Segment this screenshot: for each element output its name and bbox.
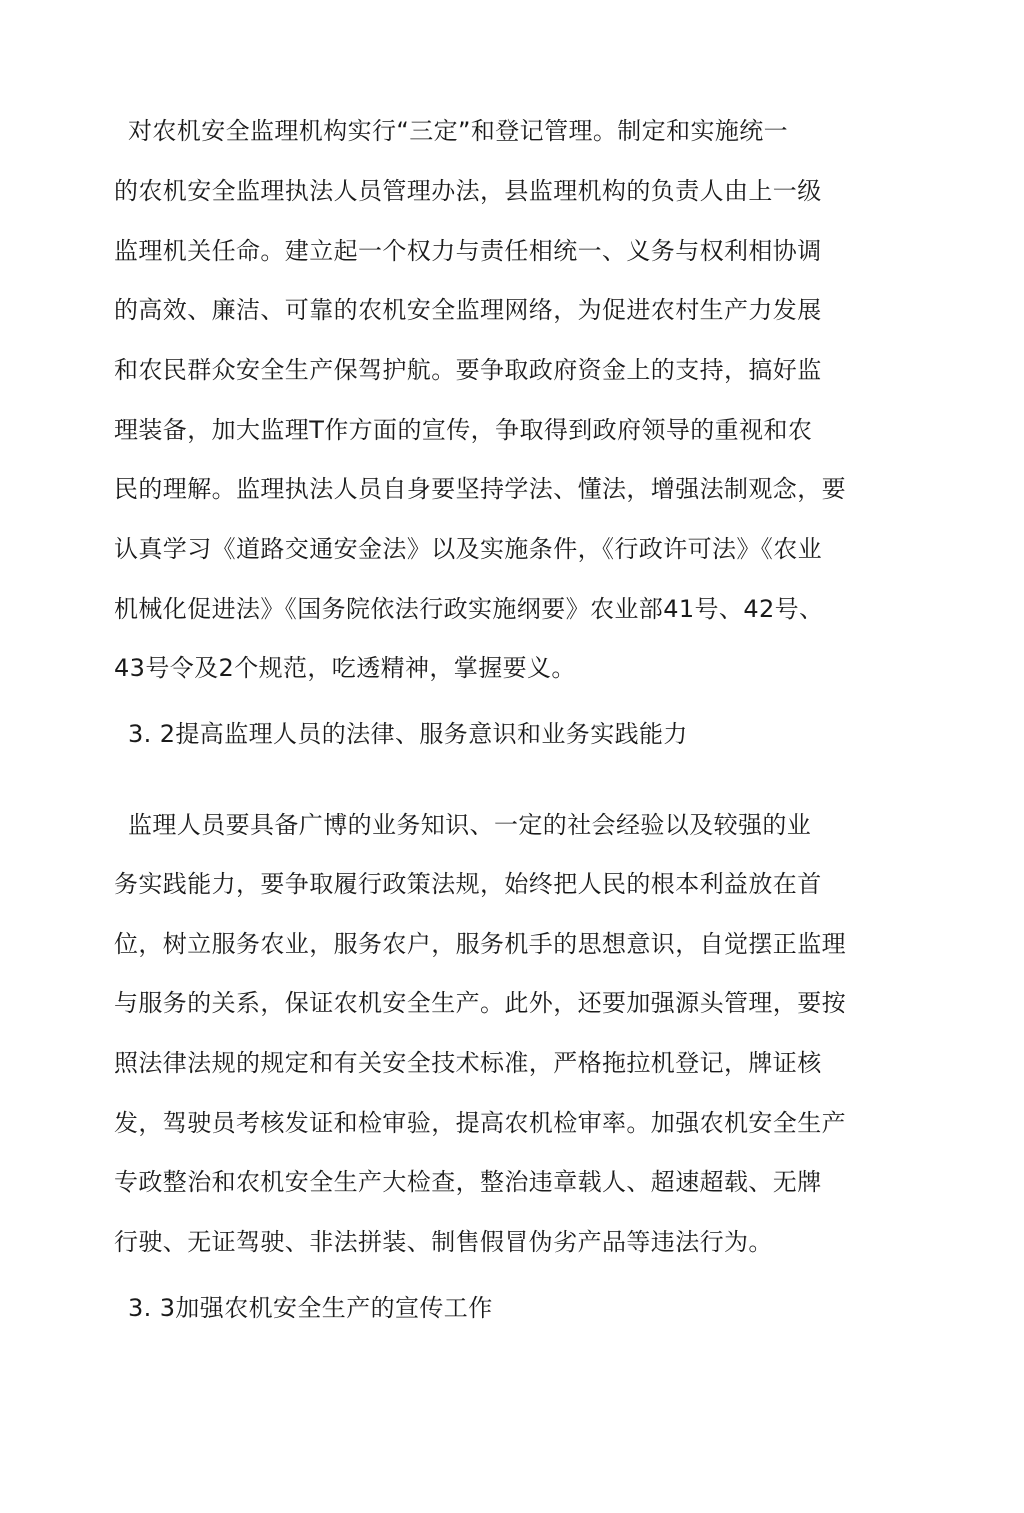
paragraph-1-line-6: 理装备，加大监理T作方面的宣传，争取得到政府领导的重视和农 [114, 416, 813, 444]
paragraph-2-line-5: 照法律法规的规定和有关安全技术标准，严格拖拉机登记，牌证核 [114, 1049, 822, 1077]
paragraph-1-line-7: 民的理解。监理执法人员自身要坚持学法、懂法，增强法制观念，要 [114, 475, 846, 503]
paragraph-2-line-6: 发，驾驶员考核发证和检审验，提高农机检审率。加强农机安全生产 [114, 1109, 846, 1137]
paragraph-2-line-1: 监理人员要具备广博的业务知识、一定的社会经验以及较强的业 [128, 811, 812, 839]
paragraph-1-line-8: 认真学习《道路交通安金法》以及实施条件，《行政许可法》《农业 [114, 535, 822, 563]
paragraph-1-line-1: 对农机安全监理机构实行“三定”和登记管理。制定和实施统一 [128, 117, 789, 145]
paragraph-2-line-7: 专政整治和农机安全生产大检查，整治违章载人、超速超载、无牌 [114, 1168, 822, 1196]
paragraph-2-line-3: 位，树立服务农业，服务农户，服务机手的思想意识，自觉摆正监理 [114, 930, 846, 958]
paragraph-2-line-2: 务实践能力，要争取履行政策法规，始终把人民的根本利益放在首 [114, 870, 822, 898]
paragraph-1-line-9: 机械化促进法》《国务院依法行政实施纲要》农业部41号、42号、 [114, 595, 824, 623]
paragraph-1-line-4: 的高效、廉洁、可靠的农机安全监理网络，为促进农村生产力发展 [114, 296, 822, 324]
paragraph-1-line-3: 监理机关任命。建立起一个权力与责任相统一、义务与权利相协调 [114, 237, 822, 265]
section-heading-3-2: 3. 2提高监理人员的法律、服务意识和业务实践能力 [128, 720, 688, 748]
paragraph-1-line-2: 的农机安全监理执法人员管理办法，县监理机构的负责人由上一级 [114, 177, 822, 205]
paragraph-1-line-5: 和农民群众安全生产保驾护航。要争取政府资金上的支持，搞好监 [114, 356, 822, 384]
section-heading-3-3: 3. 3加强农机安全生产的宣传工作 [128, 1294, 493, 1322]
paragraph-2-line-4: 与服务的关系，保证农机安全生产。此外，还要加强源头管理，要按 [114, 989, 846, 1017]
paragraph-1-line-10: 43号令及2个规范，吃透精神，掌握要义。 [114, 654, 576, 682]
paragraph-2-line-8: 行驶、无证驾驶、非法拼装、制售假冒伪劣产品等违法行为。 [114, 1228, 773, 1256]
